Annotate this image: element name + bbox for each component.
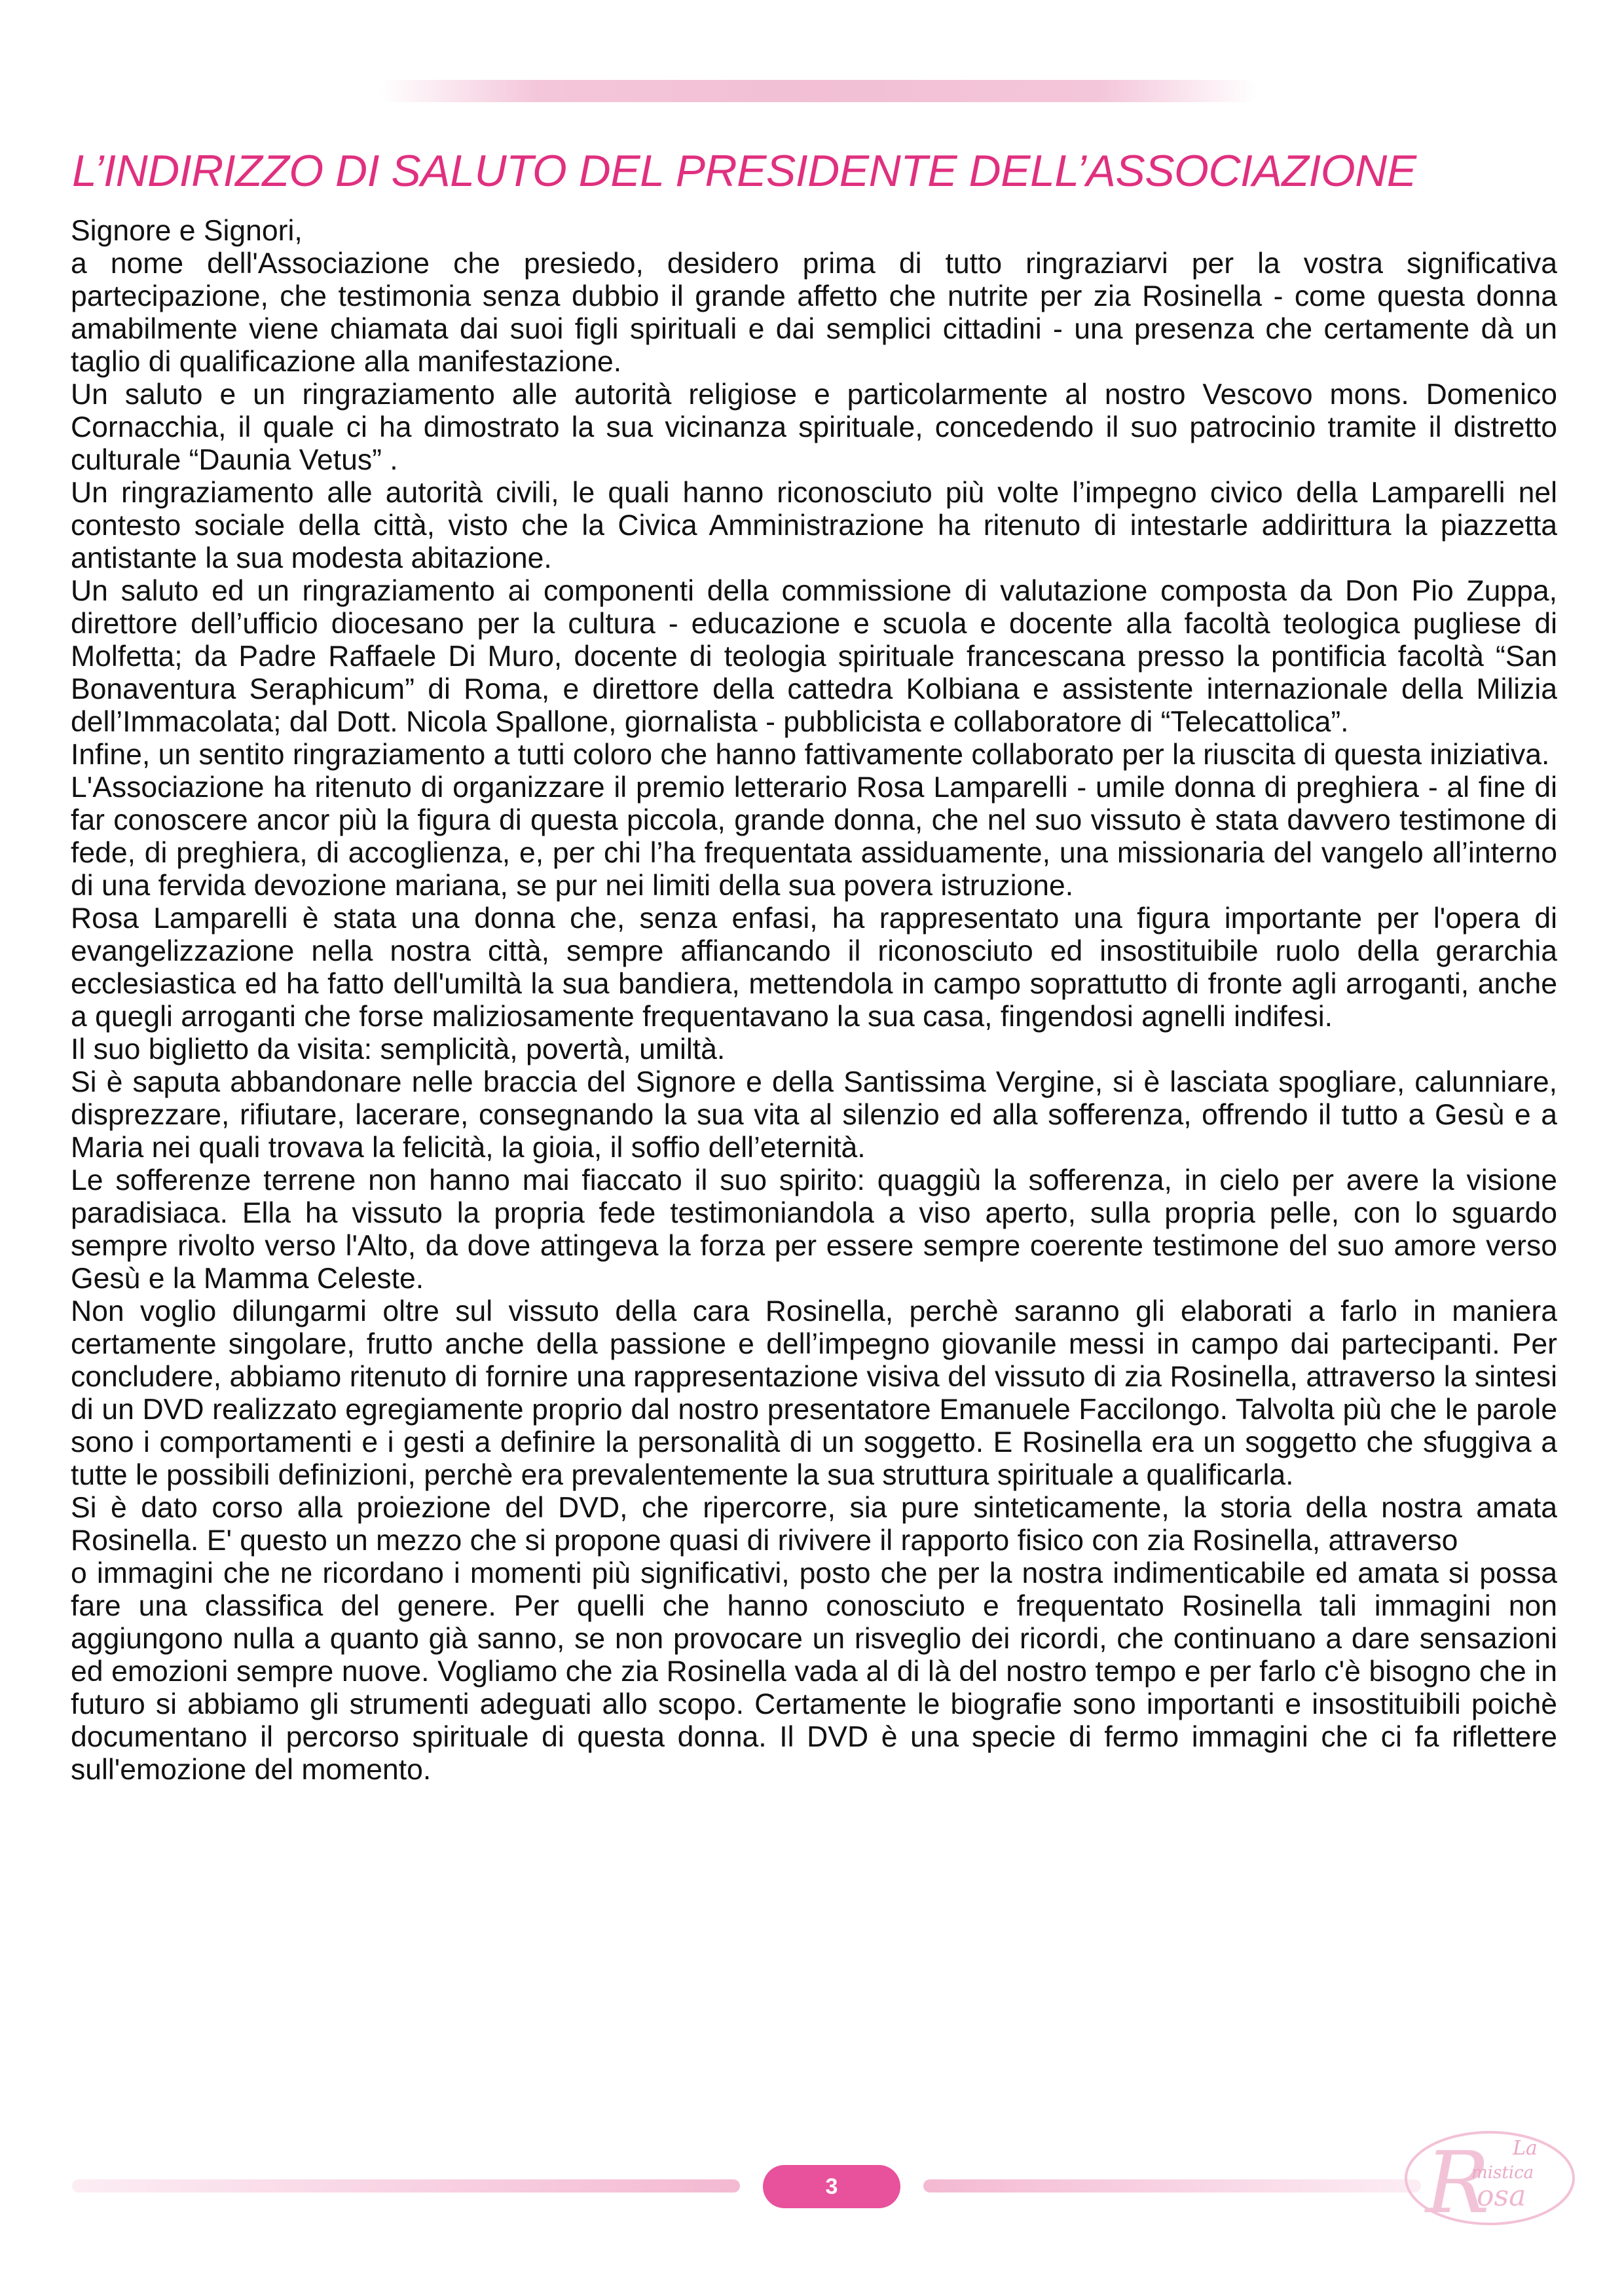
paragraph: Si è saputa abbandonare nelle braccia del Signore e della Santissima Vergine, si è lasciata spogliare, calunniare, disprezzare, rifiutare, lacerare, consegnando la sua vita al silenzio ed alla sofferenza, offrendo il tutto a Gesù e a Maria nei quali trovava la felicità, la gioia, il soffio dell’eternità.	[71, 1066, 1557, 1164]
page-number-badge: 3	[763, 2165, 900, 2208]
footer-rule-right	[923, 2179, 1421, 2192]
svg-text:osa: osa	[1477, 2179, 1526, 2213]
paragraph: Il suo biglietto da visita: semplicità, povertà, umiltà.	[71, 1033, 726, 1065]
paragraph: Un saluto e un ringraziamento alle autorità religiose e particolarmente al nostro Vescovo mons. Domenico Cornacchia, il quale ci ha dimostrato la sua vicinanza spirituale, concedendo il suo patrocinio tramite il distretto culturale “Daunia Vetus” .	[71, 379, 1557, 476]
page-title: L’INDIRIZZO DI SALUTO DEL PRESIDENTE DELL’ASSOCIAZIONE	[72, 146, 1416, 196]
paragraph: o immagini che ne ricordano i momenti più significativi, posto che per la nostra indimenticabile ed amata si possa fare una classifica del genere. Per quelli che hanno conosciuto e frequentato Rosinella tali immagini non aggiungono nulla a quanto già sanno, se non provocare un risveglio dei ricordi, che continuano a dare sensazioni ed emozioni sempre nuove. Vogliamo che zia Rosinella vada al di là del nostro tempo e per farlo c'è bisogno che in futuro si abbiamo gli strumenti adeguati allo scopo. Certamente le biografie sono importanti e insostituibili poichè documentano il percorso spirituale di questa donna. Il DVD è una specie di fermo immagini che ci fa riflettere sull'emozione del momento.	[71, 1557, 1557, 1786]
paragraph: Non voglio dilungarmi oltre sul vissuto della cara Rosinella, perchè saranno gli elaborati a farlo in maniera certamente singolare, frutto anche della passione e dell’impegno giovanile messi in campo dai partecipanti. Per concludere, abbiamo ritenuto di fornire una rappresentazione visiva del vissuto di zia Rosinella, attraverso la sintesi di un DVD realizzato egregiamente proprio dal nostro presentatore Emanuele Faccilongo. Talvolta più che le parole sono i comportamenti e i gesti a definire la personalità di un soggetto. E Rosinella era un soggetto che sfuggiva a tutte le possibili definizioni, perchè era prevalentemente la sua struttura spirituale a qualificarla.	[71, 1295, 1557, 1491]
paragraph: Si è dato corso alla proiezione del DVD, che ripercorre, sia pure sinteticamente, la storia della nostra amata Rosinella. E' questo un mezzo che si propone quasi di rivivere il rapporto fisico con zia Rosinella, attraverso	[71, 1492, 1557, 1557]
svg-text:R: R	[1426, 2133, 1490, 2232]
header-decorative-bar	[380, 80, 1257, 102]
paragraph: Un ringraziamento alle autorità civili, le quali hanno riconosciuto più volte l’impegno civico della Lamparelli nel contesto sociale della città, visto che la Civica Amministrazione ha ritenuto di intestarle addirittura la piazzetta antistante la sua modesta abitazione.	[71, 477, 1557, 574]
paragraph: Un saluto ed un ringraziamento ai componenti della commissione di valutazione composta da Don Pio Zuppa, direttore dell’ufficio diocesano per la cultura - educazione e scuola e docente alla facoltà teologica pugliese di Molfetta; da Padre Raffaele Di Muro, docente di teologia spirituale francescana presso la pontificia facoltà “San Bonaventura Seraphicum” di Roma, e direttore della cattedra Kolbiana e assistente internazionale della Milizia dell’Immacolata; dal Dott. Nicola Spallone, giornalista - pubblicista e collaboratore di “Telecattolica”.	[71, 575, 1557, 738]
paragraph: Le sofferenze terrene non hanno mai fiaccato il suo spirito: quaggiù la sofferenza, in cielo per avere la visione paradisiaca. Ella ha vissuto la propria fede testimoniandola a viso aperto, sulla propria pelle, con lo sguardo sempre rivolto verso l'Alto, da dove attingeva la forza per essere sempre coerente testimone del suo amore verso Gesù e la Mamma Celeste.	[71, 1164, 1557, 1295]
paragraph-salutation: Signore e Signori,	[71, 215, 303, 247]
svg-text:La: La	[1513, 2137, 1538, 2160]
article-body	[71, 215, 1557, 1786]
paragraph: Infine, un sentito ringraziamento a tutti coloro che hanno fattivamente collaborato per la riuscita di questa iniziativa.	[71, 739, 1550, 771]
paragraph: L'Associazione ha ritenuto di organizzare il premio letterario Rosa Lamparelli - umile donna di preghiera - al fine di far conoscere ancor più la figura di questa piccola, grande donna, che nel suo vissuto è stata davvero testimone di fede, di preghiera, di accoglienza, e, per chi l’ha frequentata assiduamente, una missionaria del vangelo all’interno di una fervida devozione mariana, se pur nei limiti della sua povera istruzione.	[71, 771, 1557, 902]
paragraph: a nome dell'Associazione che presiedo, desidero prima di tutto ringraziarvi per la vostra significativa partecipazione, che testimonia senza dubbio il grande affetto che nutrite per zia Rosinella - come questa donna amabilmente viene chiamata dai suoi figli spirituali e dai semplici cittadini - una presenza che certamente dà un taglio di qualificazione alla manifestazione.	[71, 248, 1557, 378]
la-mistica-rosa-logo	[1398, 2114, 1581, 2238]
paragraph: Rosa Lamparelli è stata una donna che, senza enfasi, ha rappresentato una figura importante per l'opera di evangelizzazione nella nostra città, sempre affiancando il riconosciuto ed insostituibile ruolo della gerarchia ecclesiastica ed ha fatto dell'umiltà la sua bandiera, mettendola in campo soprattutto di fronte agli arroganti, anche a quegli arroganti che forse maliziosamente frequentavano la sua casa, fingendosi agnelli indifesi.	[71, 902, 1557, 1033]
footer-rule-left	[72, 2179, 740, 2192]
svg-text:mistica: mistica	[1471, 2163, 1534, 2183]
